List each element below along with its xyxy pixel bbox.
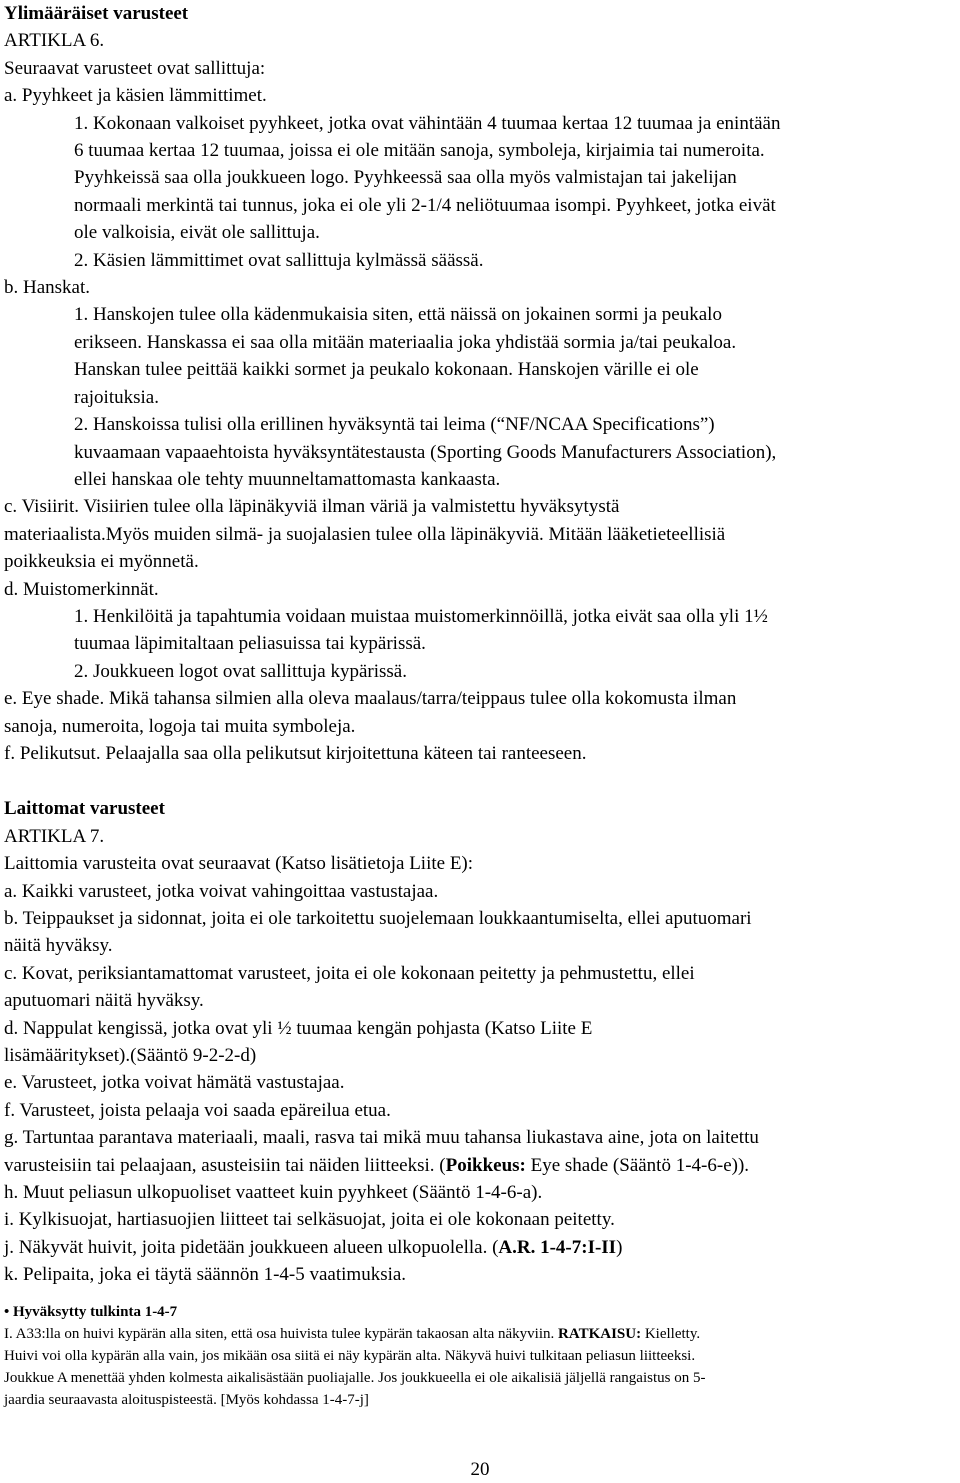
illegal-item-c-line: aputuomari näitä hyväksy. [4, 990, 204, 1012]
approved-ruling-ref: A.R. 1-4-7:I-II [498, 1236, 617, 1258]
item-a1-line: normaali merkintä tai tunnus, joka ei ole yli 2-1/4 neliötuumaa isompi. Pyyhkeet, jotka eivät [74, 194, 776, 216]
exception-label: Poikkeus: [445, 1154, 526, 1176]
note-heading: • Hyväksytty tulkinta 1-4-7 [4, 1303, 178, 1320]
item-b2-line: kuvaamaan vapaaehtoista hyväksyntätestausta (Sporting Goods Manufacturers Association), [74, 441, 777, 463]
item-b1-line: 1. Hanskojen tulee olla kädenmukaisia siten, että näissä on jokainen sormi ja peukalo [74, 304, 722, 326]
item-d2: 2. Joukkueen logot ovat sallittuja kypärissä. [74, 660, 407, 682]
illegal-item-k: k. Pelipaita, joka ei täytä säännön 1-4-5 vaatimuksia. [4, 1264, 407, 1286]
note-line: Joukkue A menettää yhden kolmesta aikalisästään puoliajalle. Jos joukkueella ei ole aikalisiä jäljellä rangaistus on 5- [4, 1369, 706, 1386]
item-f: f. Pelikutsut. Pelaajalla saa olla pelikutsut kirjoitettuna käteen tai ranteeseen. [4, 742, 587, 764]
item-e-line: e. Eye shade. Mikä tahansa silmien alla oleva maalaus/tarra/teippaus tulee olla kokomusta ilman [4, 688, 737, 710]
illegal-item-g-line: g. Tartuntaa parantava materiaali, maali, rasva tai mikä muu tahansa liukastava aine, jota on laitettu [4, 1127, 759, 1149]
note-text: I. A33:lla on huivi kypärän alla siten, että osa huivista tulee kypärän takaosan alta näkyviin. [4, 1325, 559, 1342]
illegal-item-f: f. Varusteet, joista pelaaja voi saada epäreilua etua. [4, 1099, 391, 1121]
item-b1-line: erikseen. Hanskassa ei saa olla mitään materiaalia joka yhdistää sormia ja/tai peukaloa. [74, 331, 737, 353]
illegal-item-b-line: b. Teippaukset ja sidonnat, joita ei ole tarkoitettu suojelemaan loukkaantumiselta, ellei aputuomari [4, 908, 752, 929]
illegal-item-j [4, 1234, 954, 1261]
section-heading-additional-equipment: Ylimääräiset varusteet [4, 3, 189, 24]
section-spacer [4, 767, 954, 795]
illegal-item-a: a. Kaikki varusteet, jotka voivat vahingoittaa vastustajaa. [4, 880, 439, 902]
item-a1-line: Pyyhkeissä saa olla joukkueen logo. Pyyhkeessä saa olla myös valmistajan tai jakelijan [74, 167, 737, 189]
item-c-line: materiaalista.Myös muiden silmä- ja suojalasien tulee olla läpinäkyviä. Mitään lääketieteellisiä [4, 523, 726, 545]
item-e-line: sanoja, numeroita, logoja tai muita symboleja. [4, 715, 356, 737]
article-6-title: ARTIKLA 6. [4, 30, 105, 52]
article-6-intro: Seuraavat varusteet ovat sallittuja: [4, 57, 266, 79]
note-line: jaardia seuraavasta aloituspisteestä. [Myös kohdassa 1-4-7-j] [4, 1391, 369, 1408]
item-a1-line: 6 tuumaa kertaa 12 tuumaa, joissa ei ole mitään sanoja, symboleja, kirjaimia tai numeroita. [74, 140, 765, 162]
illegal-item-g-text: Eye shade (Sääntö 1-4-6-e)). [525, 1154, 750, 1176]
item-d1-line: tuumaa läpimitaltaan peliasuissa tai kypärissä. [74, 633, 426, 655]
illegal-item-i: i. Kylkisuojat, hartiasuojien liitteet tai selkäsuojat, joita ei ole kokonaan peitetty. [4, 1209, 615, 1231]
illegal-item-h: h. Muut peliasun ulkopuoliset vaatteet kuin pyyhkeet (Sääntö 1-4-6-a). [4, 1182, 543, 1204]
document-page [4, 0, 954, 1411]
illegal-item-b-line: näitä hyväksy. [4, 935, 113, 957]
item-d1-line: 1. Henkilöitä ja tapahtumia voidaan muistaa muistomerkinnöillä, jotka eivät saa olla yli 1½ [74, 605, 768, 627]
note-line: Huivi voi olla kypärän alla vain, jos mikään osa siitä ei näy kypärän alta. Näkyvä huivi tulkitaan peliasun liitteeksi. [4, 1347, 696, 1364]
section-heading-illegal-equipment: Laittomat varusteet [4, 798, 165, 820]
illegal-item-g-line [4, 1152, 954, 1179]
approved-ruling-note [4, 1301, 954, 1411]
item-b2-line: 2. Hanskoissa tulisi olla erillinen hyväksyntä tai leima (“NF/NCAA Specifications”) [74, 414, 715, 436]
illegal-item-d-line: lisämääritykset).(Sääntö 9-2-2-d) [4, 1045, 257, 1067]
ruling-label: RATKAISU: [558, 1325, 642, 1342]
page-number: 20 [470, 1459, 490, 1480]
item-a1-line: ole valkoisia, eivät ole sallittuja. [74, 222, 320, 244]
item-b1-line: Hanskan tulee peittää kaikki sormet ja peukalo kokonaan. Hanskojen värille ei ole [74, 359, 699, 381]
item-a2: 2. Käsien lämmittimet ovat sallittuja kylmässä säässä. [74, 249, 484, 271]
note-line [4, 1323, 954, 1345]
illegal-item-g-text: varusteisiin tai pelaajaan, asusteisiin tai näiden liitteeksi. ( [4, 1154, 446, 1176]
item-c-line: c. Visiirit. Visiirien tulee olla läpinäkyviä ilman väriä ja valmistettu hyväksytystä [4, 496, 620, 518]
article-7-title: ARTIKLA 7. [4, 825, 105, 847]
item-b-title: b. Hanskat. [4, 277, 91, 299]
item-c-line: poikkeuksia ei myönnetä. [4, 551, 199, 573]
item-d-title: d. Muistomerkinnät. [4, 578, 159, 600]
illegal-item-e: e. Varusteet, jotka voivat hämätä vastustajaa. [4, 1072, 345, 1094]
illegal-item-c-line: c. Kovat, periksiantamattomat varusteet, joita ei ole kokonaan peitetty ja pehmustettu, ellei [4, 962, 695, 984]
item-a-title: a. Pyyhkeet ja käsien lämmittimet. [4, 85, 267, 107]
note-text: Kielletty. [641, 1325, 701, 1342]
item-b1-line: rajoituksia. [74, 386, 159, 408]
illegal-item-j-text: ) [616, 1236, 623, 1258]
illegal-item-j-text: j. Näkyvät huivit, joita pidetään joukkueen alueen ulkopuolella. ( [4, 1236, 499, 1258]
article-7-intro: Laittomia varusteita ovat seuraavat (Katso lisätietoja Liite E): [4, 853, 474, 875]
item-a1-line: 1. Kokonaan valkoiset pyyhkeet, jotka ovat vähintään 4 tuumaa kertaa 12 tuumaa ja enintään [74, 112, 781, 134]
item-b2-line: ellei hanskaa ole tehty muunneltamattomasta kankaasta. [74, 468, 501, 490]
illegal-item-d-line: d. Nappulat kengissä, jotka ovat yli ½ tuumaa kengän pohjasta (Katso Liite E [4, 1017, 593, 1039]
